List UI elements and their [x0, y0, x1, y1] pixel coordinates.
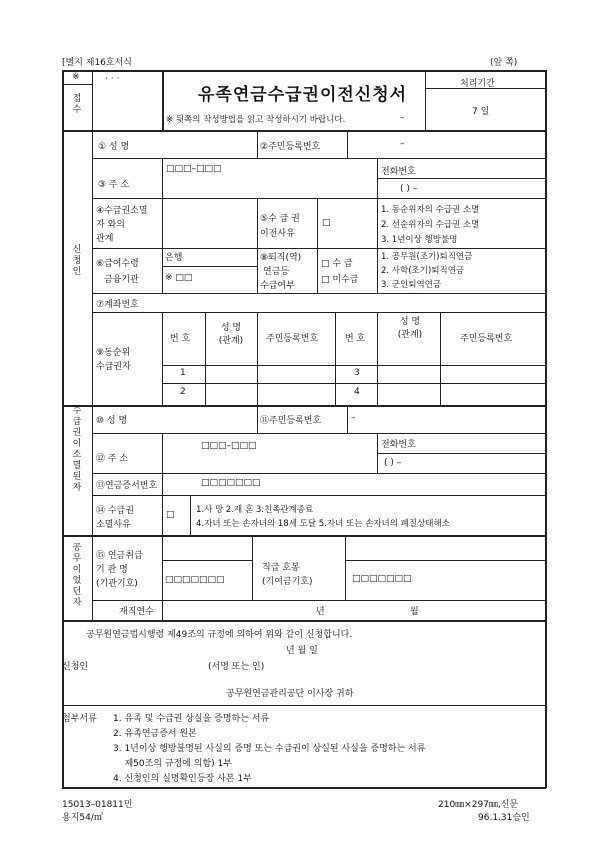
transfer-reason-label-2: 이전사유 — [260, 229, 295, 239]
bank-label-2: 금융기관 — [104, 275, 139, 285]
table-row-number-4: 4 — [354, 387, 360, 397]
applicant-rrn-field[interactable] — [350, 134, 540, 154]
processing-period-label: 처리기간 — [460, 79, 495, 89]
service-year-unit: 년 — [316, 607, 325, 617]
bank-label-1: ⑥급여수령 — [96, 259, 139, 269]
lost-address-label: ⑫ 주 소 — [96, 454, 129, 464]
retirement-label-3: 수급여부 — [260, 281, 295, 291]
applicant-name-field[interactable] — [165, 134, 253, 154]
table-row-number-1: 1 — [180, 368, 186, 378]
lost-rrn-field[interactable] — [350, 409, 540, 429]
transfer-reason-3: 3. 1년이상 행방불명 — [381, 235, 458, 245]
retirement-receive-option[interactable]: □ 수 급 — [321, 259, 353, 269]
receipt-dash: – — [400, 113, 405, 123]
form-title: 유족연금수급권이전신청서 — [198, 85, 408, 105]
lost-name-label: ⑩ 성 명 — [96, 416, 128, 426]
applicant-rrn-dash: – — [400, 139, 405, 149]
lost-name-field[interactable] — [165, 409, 253, 429]
account-field[interactable] — [165, 295, 540, 310]
service-month-unit: 월 — [410, 607, 419, 617]
relation-label-1: ④수급권소멸 — [96, 206, 148, 216]
receipt-dots: · · · — [105, 74, 120, 84]
form-number: [별지 제16호서식 — [62, 58, 132, 68]
signature-field[interactable]: (서명 또는 인) — [208, 662, 265, 672]
footer-approval: 96.1.31승인 — [478, 813, 530, 823]
grade-label-2: (기여금기호) — [262, 577, 313, 587]
retirement-not-receive-option[interactable]: □ 미수급 — [321, 275, 359, 285]
footer-code: 15013–01811민 — [62, 800, 133, 810]
table-row-number-3: 3 — [354, 368, 360, 378]
lost-phone-label: 전화번호 — [381, 440, 416, 450]
lost-reasons-line-1: 1.사 망 2.재 혼 3.친족관계종료 — [196, 505, 314, 515]
applicant-name-label: ① 성 명 — [98, 142, 130, 152]
table-header-name-relation-2: 성 명 (관계) — [397, 317, 423, 340]
declaration-text: 공무원연금법시행령 제49조의 규정에 의하여 위와 같이 신청합니다. — [86, 630, 353, 640]
lost-rrn-dash: – — [351, 413, 356, 423]
agency-name-field[interactable] — [165, 539, 249, 557]
relation-label-3: 관계 — [96, 234, 114, 244]
instruction-text: ※ 뒷쪽의 작성방법을 읽고 작성하시기 바랍니다. — [166, 115, 346, 125]
same-rank-label-1: ⑨동순위 — [96, 348, 131, 358]
retirement-type-3: 3. 군인퇴역연금 — [381, 280, 442, 290]
lost-reason-checkbox[interactable]: □ — [166, 510, 175, 520]
agency-label-2: 기 관 명 — [96, 565, 128, 575]
processing-period-value: 7 일 — [472, 107, 490, 117]
retirement-type-2: 2. 사학(조기)퇴직연금 — [381, 266, 465, 276]
bank-name-field[interactable]: 은행 — [165, 253, 183, 263]
attachment-item-3: 3. 1년이상 행방불명된 사실의 증명 또는 수급권이 상실된 사실을 증명하는 서류 — [113, 744, 426, 754]
employment-section-label: 공무이었던자 — [72, 543, 82, 608]
table-header-rrn: 주민등록번호 — [266, 334, 319, 344]
table-header-name-relation: 성 명 (관계) — [218, 323, 244, 346]
page-side-label: (앞 쪽) — [490, 58, 518, 68]
lost-rrn-label: ⑪주민등록번호 — [260, 416, 322, 426]
relation-label-2: 자 와의 — [96, 220, 125, 230]
table-header-rrn-2: 주민등록번호 — [460, 334, 513, 344]
attachments-label: 첨부서류 — [62, 714, 97, 724]
table-row-number-2: 2 — [180, 387, 186, 397]
applicant-phone-field[interactable]: ( ) – — [400, 184, 418, 194]
attachment-item-1: 1. 유족 및 수급권 상실을 증명하는 서류 — [113, 714, 270, 724]
applicant-section-label: 신청인 — [72, 245, 82, 277]
table-header-number-2: 번 호 — [345, 334, 366, 344]
service-years-label: 재직연수 — [119, 607, 154, 617]
lost-reason-label-1: ⑭ 수급권 — [96, 506, 134, 516]
footer-paper: 용지54/㎡ — [62, 813, 103, 823]
transfer-reason-1: 1. 동순위자의 수급권 소멸 — [381, 205, 480, 215]
table-header-number: 번 호 — [170, 334, 191, 344]
agency-label-3: (기관기호) — [96, 579, 138, 589]
agency-label-1: ⑮ 연금취급 — [96, 551, 143, 561]
applicant-phone-label: 전화번호 — [381, 167, 416, 177]
attachment-item-4: 4. 신청인의 실명확인등장 사본 1부 — [113, 774, 252, 784]
cert-number-field[interactable]: □□□□□□□ — [201, 478, 261, 488]
lost-phone-field[interactable]: ( ) – — [384, 458, 402, 468]
relation-field[interactable] — [165, 202, 253, 244]
footer-size: 210㎜×297㎜,신문 — [438, 800, 519, 810]
retirement-label-2: 연금등 — [263, 267, 290, 277]
grade-label-1: 직급 호봉 — [262, 563, 300, 573]
retirement-label-1: ⑧퇴직(역) — [260, 253, 302, 263]
transfer-reason-2: 2. 선순위자의 수급권 소멸 — [381, 220, 480, 230]
transfer-reason-checkbox[interactable]: □ — [322, 218, 331, 228]
transfer-reason-label-1: ⑤수 급 권 — [260, 214, 300, 224]
attachment-item-2: 2. 유족연금증서 원본 — [113, 729, 197, 739]
declaration-recipient: 공무원연금관리공단 이사장 귀하 — [226, 689, 354, 699]
grade-code-field[interactable]: □□□□□□□ — [352, 574, 412, 584]
receipt-mark: ※ — [72, 72, 80, 82]
lost-section-label: 수급권이 소멸된자 — [72, 406, 82, 493]
agency-code-field[interactable]: □□□□□□□ — [165, 575, 225, 585]
declaration-date[interactable]: 년 월 일 — [286, 646, 318, 656]
account-label: ⑦계좌번호 — [96, 300, 139, 310]
lost-reason-label-2: 소멸사유 — [96, 520, 131, 530]
retirement-type-1: 1. 공무원(조기)퇴직연금 — [381, 252, 473, 262]
declaration-applicant-label: 신청인 — [62, 662, 89, 672]
attachment-item-3-cont: 제50조의 규정에 의함) 1부 — [113, 759, 232, 769]
bank-code-field[interactable]: ※ □□ — [165, 273, 193, 283]
applicant-address-label: ③ 주 소 — [98, 180, 130, 190]
lost-reasons-line-2: 4.자녀 또는 손자녀의 18세 도달 5.자녀 또는 손자녀의 폐질상태해소 — [196, 519, 450, 529]
lost-address-field[interactable]: □□□–□□□ — [201, 441, 257, 451]
receipt-label: 접수 — [72, 94, 82, 115]
applicant-address-field[interactable]: □□□–□□□ — [166, 164, 222, 174]
cert-number-label: ⑬연금증서번호 — [96, 481, 158, 491]
applicant-rrn-label: ②주민등록번호 — [260, 142, 321, 152]
same-rank-label-2: 수급권자 — [96, 362, 131, 372]
